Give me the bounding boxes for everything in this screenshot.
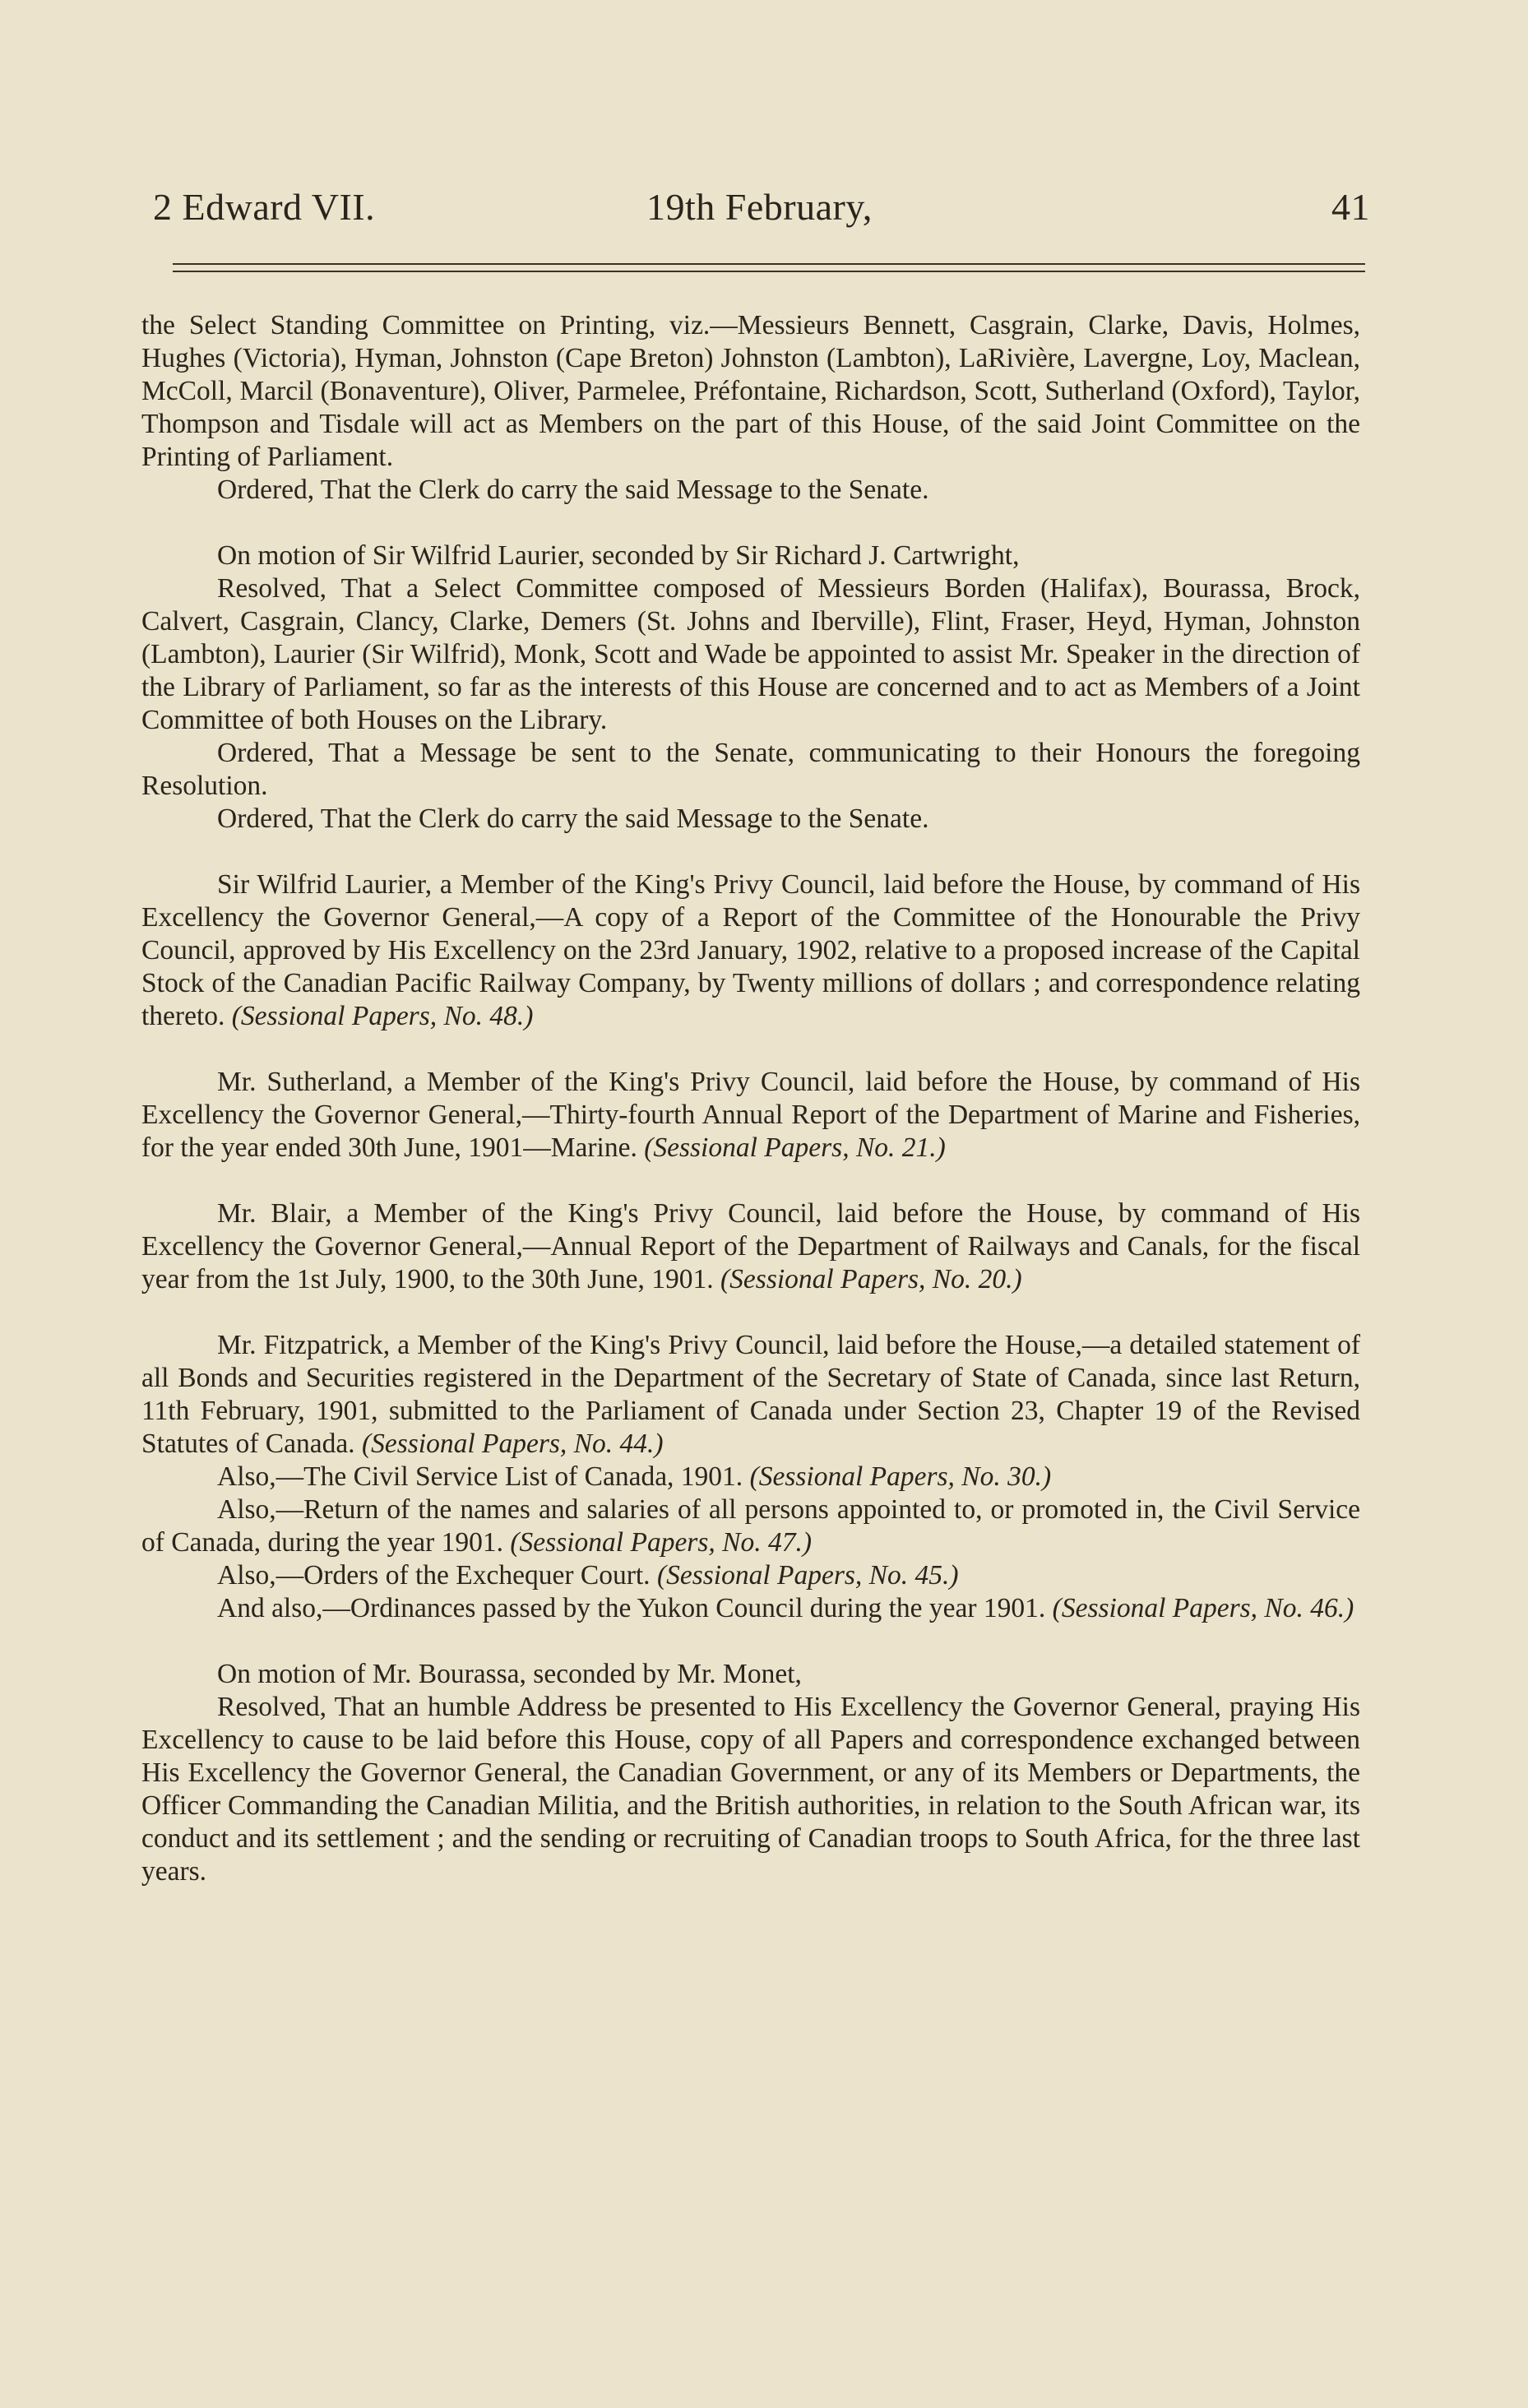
rule-line [173, 271, 1365, 272]
paragraph: Mr. Sutherland, a Member of the King's Privy Council, laid before the House, by command of His Excellency the Governor General,—Thirty-fourth Annual Report of the Department of Marine and Fisheries, for the year ended 30th June, 1901—Marine. (Sessional Papers, No. 21.) [141, 1067, 1360, 1163]
header-rule [173, 263, 1365, 278]
page-header [153, 185, 1370, 243]
paragraph: And also,—Ordinances passed by the Yukon Council during the year 1901. (Sessional Papers, No. 46.) [217, 1593, 1354, 1623]
paragraph: Mr. Blair, a Member of the King's Privy Council, laid before the House, by command of His Excellency the Governor General,—Annual Report of the Department of Railways and Canals, for the fiscal year from the 1st July, 1900, to the 30th June, 1901. (Sessional Papers, No. 20.) [141, 1198, 1360, 1294]
sessional-paper-reference: (Sessional Papers, No. 48.) [231, 1001, 534, 1031]
paragraph: Also,—The Civil Service List of Canada, 1901. (Sessional Papers, No. 30.) [217, 1461, 1052, 1492]
rule-line [173, 263, 1365, 265]
sessional-paper-reference: (Sessional Papers, No. 30.) [749, 1461, 1052, 1492]
paragraph: Mr. Fitzpatrick, a Member of the King's Privy Council, laid before the House,—a detailed statement of all Bonds and Securities registered in the Department of the Secretary of State of Canada, since last Return, 11th February, 1901, submitted to the Parliament of Canada under Section 23, Chapter 19 of the Revised Statutes of Canada. (Sessional Papers, No. 44.) [141, 1330, 1360, 1459]
sessional-paper-reference: (Sessional Papers, No. 45.) [656, 1560, 959, 1591]
sessional-paper-reference: (Sessional Papers, No. 47.) [510, 1527, 813, 1558]
sessional-paper-reference: (Sessional Papers, No. 20.) [720, 1264, 1022, 1294]
regnal-year: 2 Edward VII. [153, 186, 376, 228]
paragraph: Also,—Return of the names and salaries of all persons appointed to, or promoted in, the Civil Service of Canada, during the year 1901. (Sessional Papers, No. 47.) [141, 1494, 1360, 1558]
sitting-date: 19th February, [646, 186, 873, 228]
page-number: 41 [1331, 186, 1370, 228]
paragraph: On motion of Mr. Bourassa, seconded by Mr. Monet, [217, 1659, 802, 1689]
sessional-paper-reference: (Sessional Papers, No. 44.) [361, 1429, 664, 1459]
paragraph: On motion of Sir Wilfrid Laurier, seconded by Sir Richard J. Cartwright, [217, 540, 1020, 571]
body-text [141, 309, 1360, 1888]
paragraph: Sir Wilfrid Laurier, a Member of the King's Privy Council, laid before the House, by command of His Excellency the Governor General,—A copy of a Report of the Committee of the Honourable the Privy Council, approved by His Excellency on the 23rd January, 1902, relative to a proposed increase of the Capital Stock of the Canadian Pacific Railway Company, by Twenty millions of dollars ; and correspondence relating thereto. (Sessional Papers, No. 48.) [141, 869, 1360, 1031]
paragraph: Resolved, That an humble Address be presented to His Excellency the Governor General, praying His Excellency to cause to be laid before this House, copy of all Papers and correspondence exchanged between His Excellency the Governor General, the Canadian Government, or any of its Members or Departments, the Officer Commanding the Canadian Militia, and the British authorities, in relation to the South African war, its conduct and its settlement ; and the sending or recruiting of Canadian troops to South Africa, for the three last years. [141, 1692, 1360, 1887]
paragraph: Ordered, That the Clerk do carry the said Message to the Senate. [217, 803, 929, 834]
paragraph: Ordered, That the Clerk do carry the said Message to the Senate. [217, 475, 929, 505]
paragraph: the Select Standing Committee on Printing, viz.—Messieurs Bennett, Casgrain, Clarke, Davis, Holmes, Hughes (Victoria), Hyman, Johnston (Cape Breton) Johnston (Lambton), LaRivière, Lavergne, Loy, Maclean, McColl, Marcil (Bonaventure), Oliver, Parmelee, Préfontaine, Richardson, Scott, Sutherland (Oxford), Taylor, Thompson and Tisdale will act as Members on the part of this House, of the said Joint Committee on the Printing of Parliament. [141, 310, 1360, 472]
sessional-paper-reference: (Sessional Papers, No. 21.) [644, 1132, 946, 1163]
sessional-paper-reference: (Sessional Papers, No. 46.) [1052, 1593, 1354, 1623]
paragraph: Ordered, That a Message be sent to the Senate, communicating to their Honours the foregoing Resolution. [141, 738, 1360, 801]
paragraph: Also,—Orders of the Exchequer Court. (Sessional Papers, No. 45.) [217, 1560, 959, 1591]
paragraph: Resolved, That a Select Committee composed of Messieurs Borden (Halifax), Bourassa, Brock, Calvert, Casgrain, Clancy, Clarke, Demers (St. Johns and Iberville), Flint, Fraser, Heyd, Hyman, Johnston (Lambton), Laurier (Sir Wilfrid), Monk, Scott and Wade be appointed to assist Mr. Speaker in the direction of the Library of Parliament, so far as the interests of this House are concerned and to act as Members of a Joint Committee of both Houses on the Library. [141, 573, 1360, 735]
